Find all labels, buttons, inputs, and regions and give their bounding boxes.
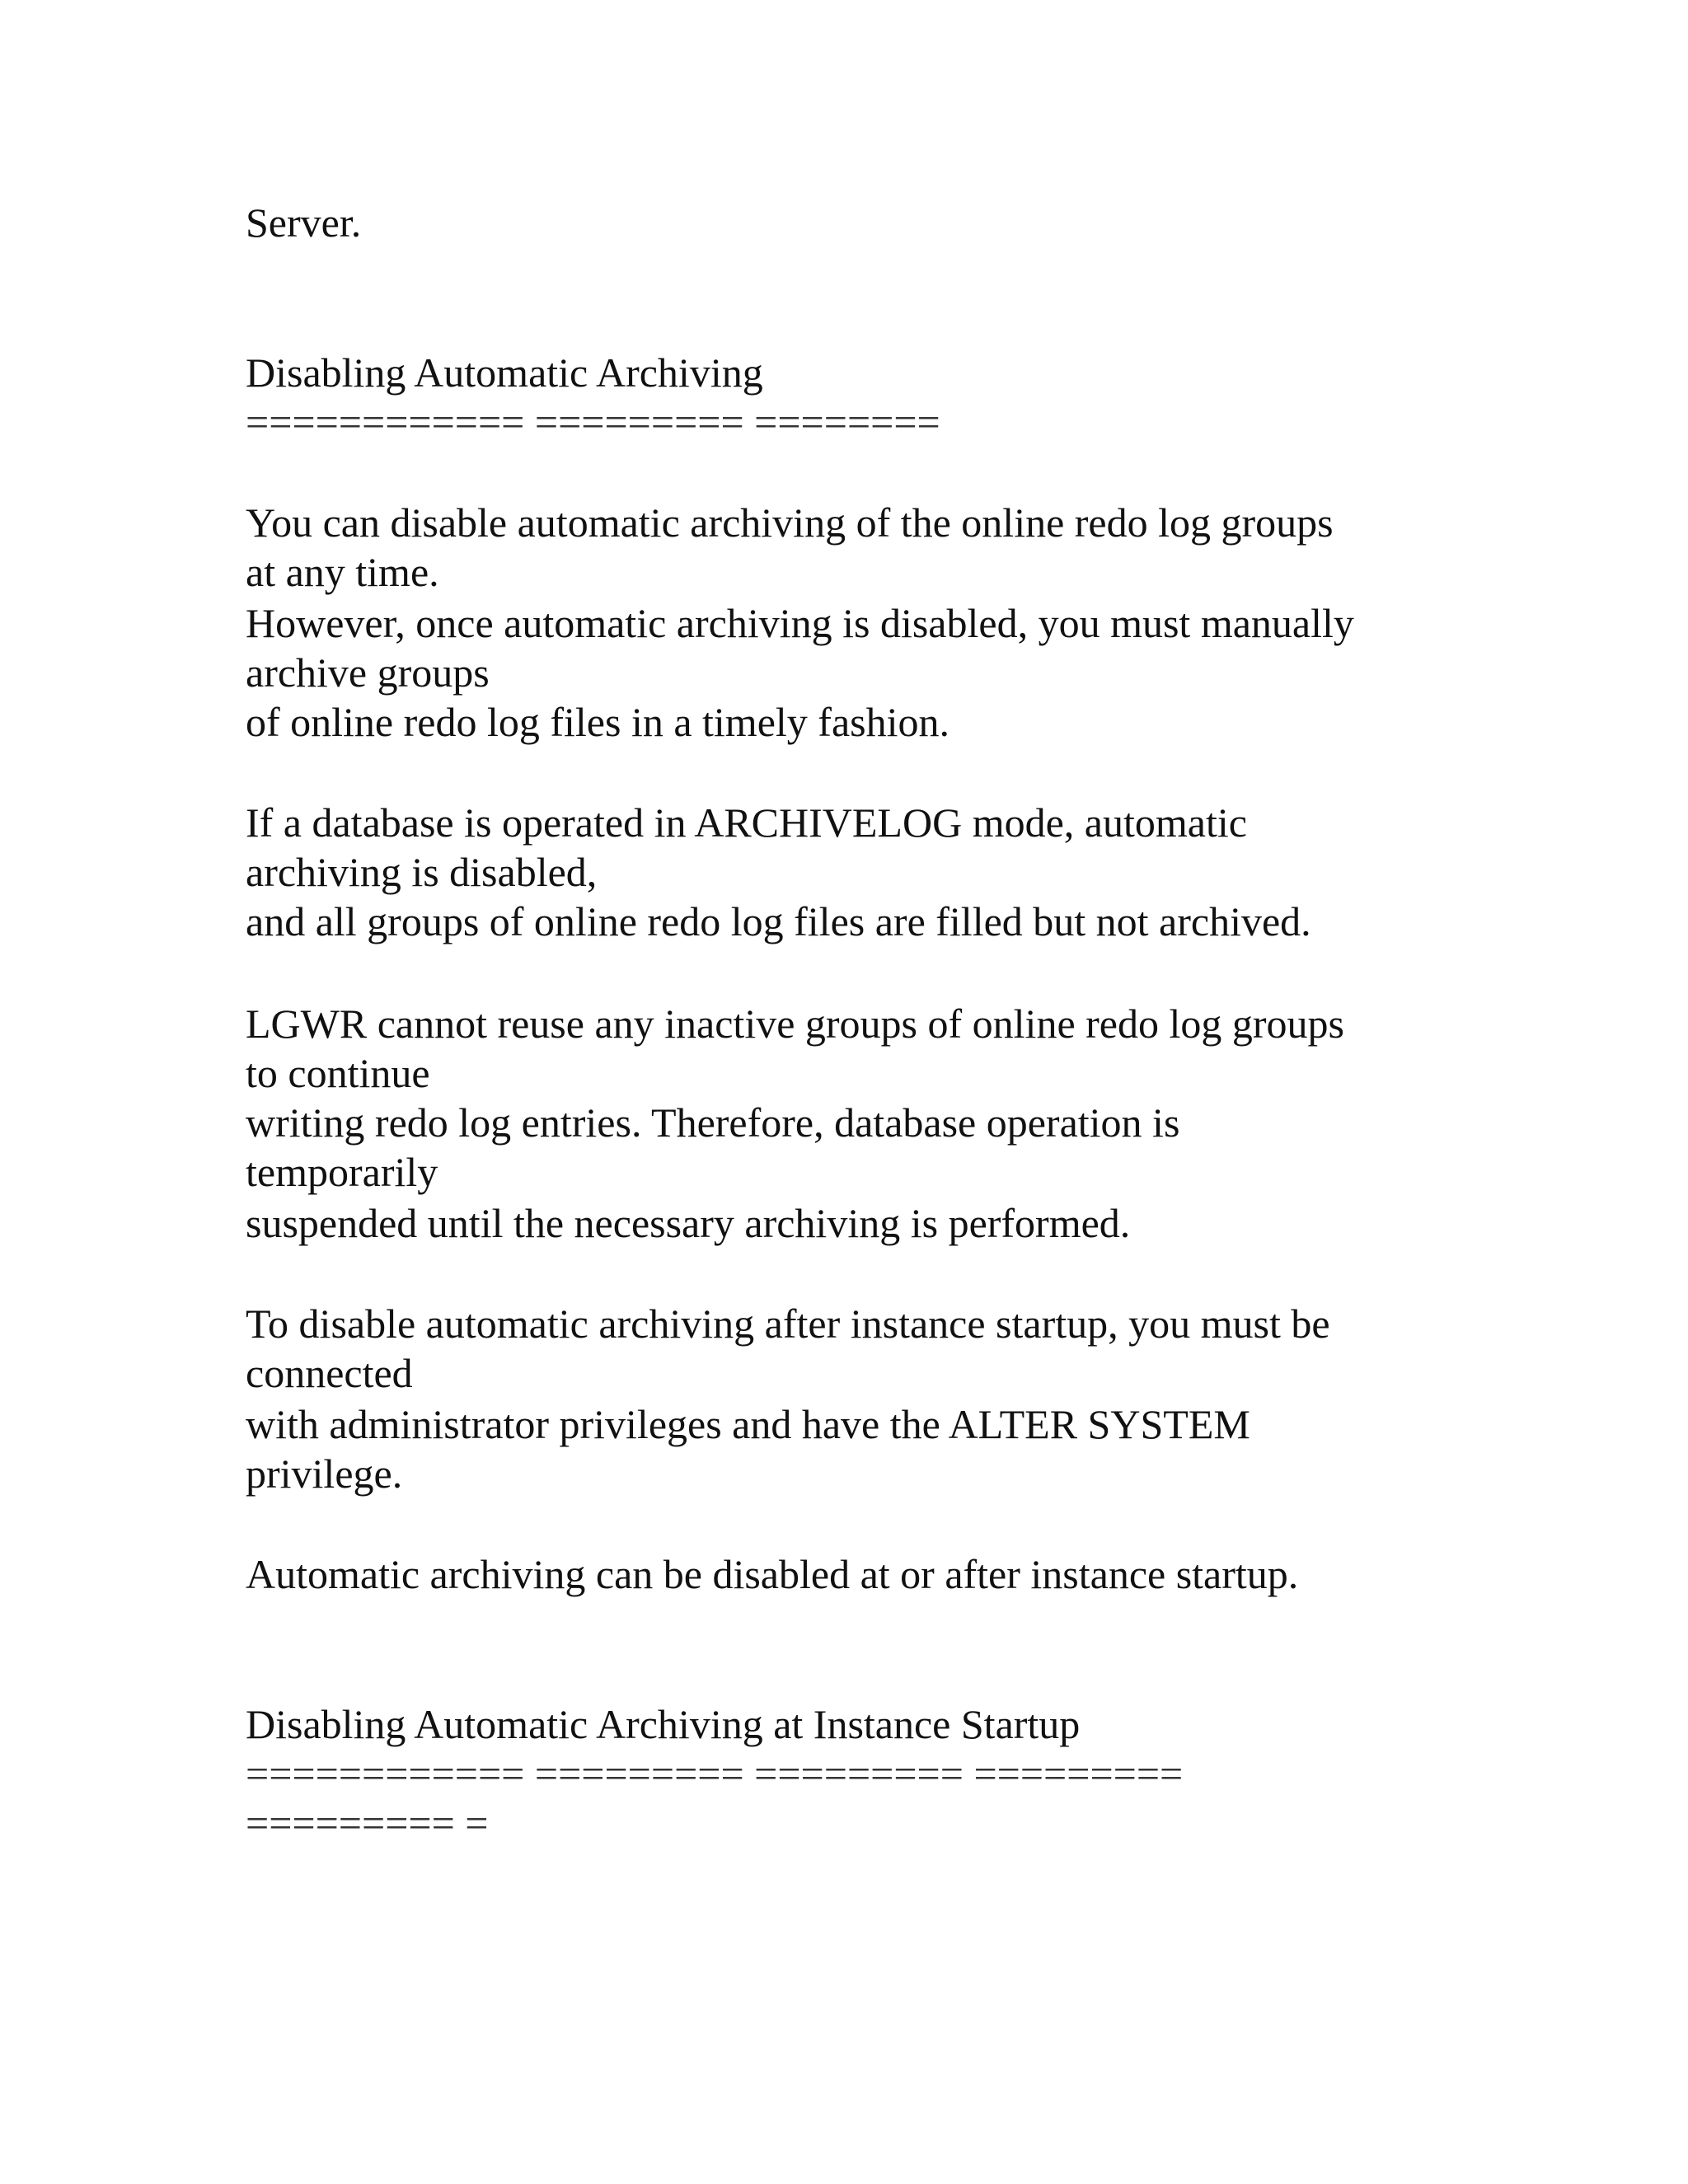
section-heading: Disabling Automatic Archiving at Instance Startup bbox=[246, 1701, 1081, 1747]
text-line: writing redo log entries. Therefore, database operation is bbox=[246, 1099, 1180, 1146]
text-line: However, once automatic archiving is disabled, you must manually bbox=[246, 600, 1354, 646]
text-line: connected bbox=[246, 1350, 413, 1396]
text-line: Server. bbox=[246, 199, 362, 246]
heading-underline: ========= = bbox=[246, 1800, 489, 1846]
text-line: to continue bbox=[246, 1050, 430, 1096]
text-line: If a database is operated in ARCHIVELOG mode, automatic bbox=[246, 799, 1247, 846]
text-line: privilege. bbox=[246, 1451, 403, 1497]
text-line: Automatic archiving can be disabled at or after instance startup. bbox=[246, 1551, 1299, 1597]
text-line: temporarily bbox=[246, 1149, 438, 1195]
text-line: To disable automatic archiving after instance startup, you must be bbox=[246, 1301, 1330, 1347]
text-line: of online redo log files in a timely fashion. bbox=[246, 699, 950, 745]
text-line: LGWR cannot reuse any inactive groups of online redo log groups bbox=[246, 1001, 1344, 1047]
text-line: You can disable automatic archiving of the online redo log groups bbox=[246, 499, 1334, 546]
text-line: suspended until the necessary archiving is performed. bbox=[246, 1200, 1131, 1246]
text-line: and all groups of online redo log files are filled but not archived. bbox=[246, 898, 1311, 944]
text-line: at any time. bbox=[246, 549, 439, 595]
text-line: archive groups bbox=[246, 649, 490, 696]
text-line: with administrator privileges and have the ALTER SYSTEM bbox=[246, 1401, 1250, 1447]
heading-underline: ============ ========= ========= ========= bbox=[246, 1750, 1184, 1797]
text-line: archiving is disabled, bbox=[246, 849, 598, 895]
heading-underline: ============ ========= ======== bbox=[246, 399, 940, 445]
section-heading: Disabling Automatic Archiving bbox=[246, 349, 763, 396]
